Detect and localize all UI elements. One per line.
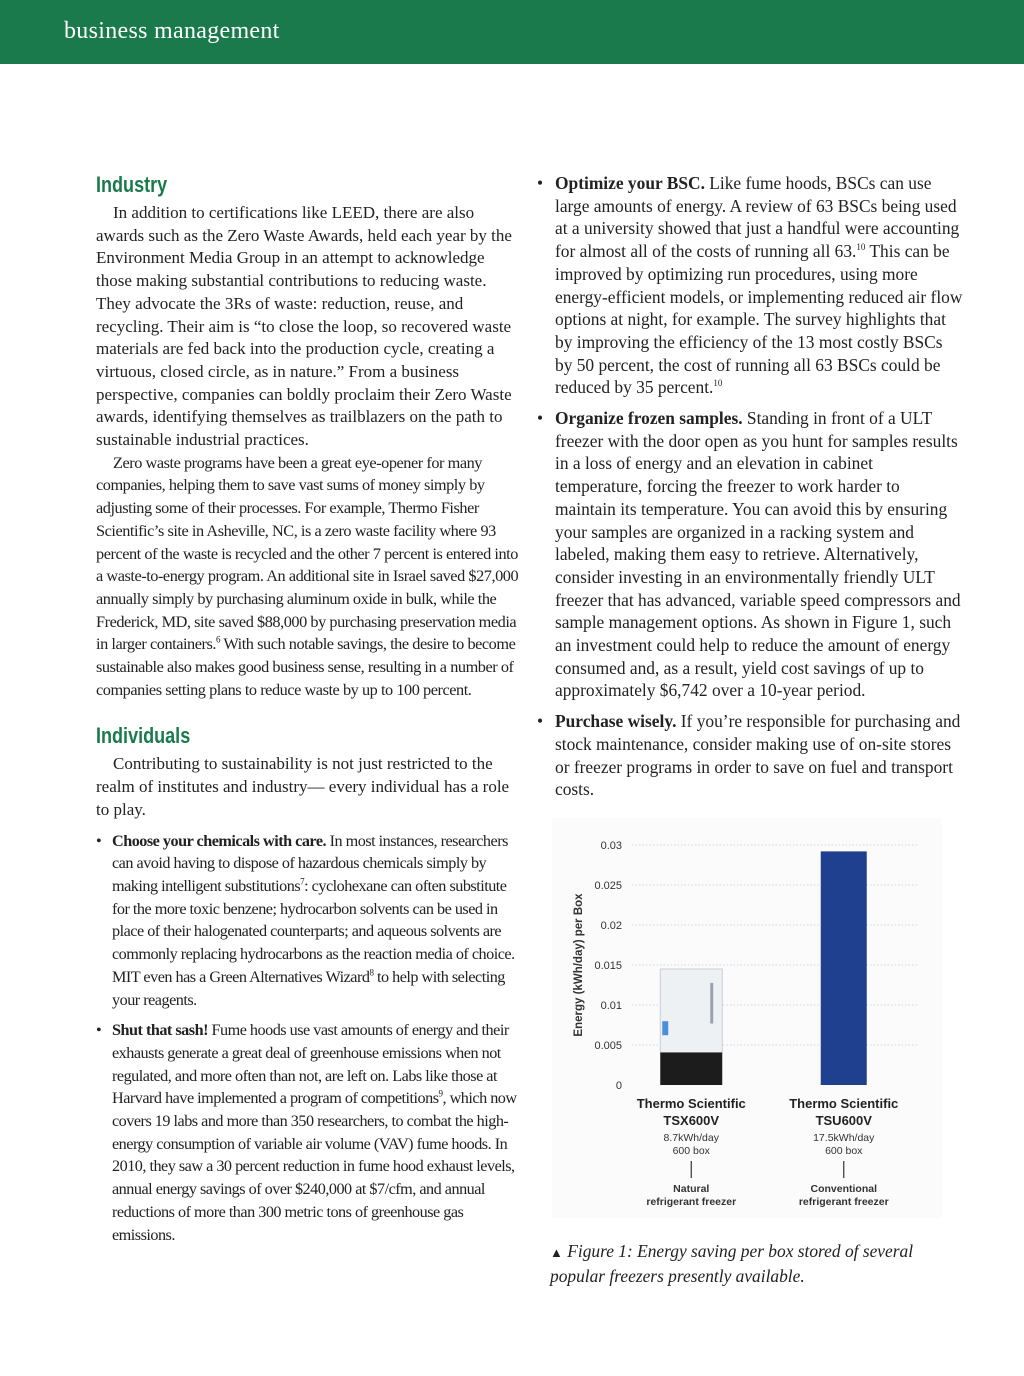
y-tick-label: 0.03 xyxy=(600,840,622,852)
category-type-label: Conventional xyxy=(810,1183,878,1195)
y-tick-label: 0.02 xyxy=(600,920,622,932)
category-model-label: TSX600V xyxy=(663,1113,720,1128)
category-box-label: 600 box xyxy=(672,1145,710,1157)
figure-caption xyxy=(550,1240,970,1287)
energy-bar-chart xyxy=(552,818,942,1218)
list-item: • Optimize your BSC. Like fume hoods, BSCs can use large amounts of energy. A review of 63 BSCs being used at a university showed that just a handful were accounting for almost all of the costs of running all 63.10 This can be improved by optimizing run procedures, using more energy-efficient models, or implementing reduced air flow options at night, for example. The survey highlights that by improving the efficiency of the 13 most costly BSCs by 50 percent, the cost of running all 63 BSCs could be reduced by 35 percent.$^{10}$ xyxy=(537,173,963,398)
category-brand-label: Thermo Scientific xyxy=(636,1096,746,1111)
list-item: • Choose your chemicals with care. In most instances, researchers can avoid having to dispose of hazardous chemicals simply by making intelligent substitutions$^7$: cyclohexane can often substitute for the more toxic benzene; hydrocarbon solvents can be used in place of their halogenated counterparts; and aqueous solvents are commonly replacing hydrocarbons as the reaction media of choice. MIT even has a Green Alternatives Wizard$^8$ to help with selecting your reagents. xyxy=(96,831,515,1009)
individuals-heading: Individuals xyxy=(96,723,191,749)
bar-tsu600v xyxy=(821,851,867,1085)
category-model-label: TSU600V xyxy=(815,1113,872,1128)
category-rate-label: 17.5kWh/day xyxy=(813,1132,875,1144)
list-item: • Organize frozen samples. Standing in front of a ULT freezer with the door open as you hunt for samples results in a loss of energy and an elevation in cabinet temperature, forcing the freezer to work harder to maintain its temperature. You can avoid this by ensuring your samples are organized in a racking system and labeled, making them easy to retrieve. Alternatively, consider investing in an environmentally friendly ULT freezer that has advanced, variable speed compressors and sample management options. As shown in Figure 1, such an investment could help to reduce the amount of energy consumed and, as a result, yield cost savings of up to approximately $6,742 over a 10-year period. xyxy=(537,408,961,701)
category-rate-label: 8.7kWh/day xyxy=(663,1132,719,1144)
caption-text: Figure 1: Energy saving per box stored of several popular freezers presently available. xyxy=(550,1241,914,1286)
left-column xyxy=(96,172,520,1254)
category-brand-label: Thermo Scientific xyxy=(789,1096,899,1111)
y-axis-label: Energy (kWh/day) per Box xyxy=(573,893,585,1037)
y-tick-label: 0.025 xyxy=(594,880,622,892)
freezer-image-base xyxy=(660,1053,722,1085)
caption-arrow-icon: ▲ xyxy=(550,1245,563,1260)
section-header-bar xyxy=(0,0,1024,64)
freezer-image-panel xyxy=(662,1021,668,1035)
category-box-label: 600 box xyxy=(825,1145,863,1157)
footnote-ref: 6 xyxy=(216,634,221,645)
category-type-label: refrigerant freezer xyxy=(798,1196,889,1208)
industry-paragraph-1: In addition to certifications like LEED, there are also awards such as the Zero Waste Awards, held each year by the Environment Media Group in an attempt to acknowledge those making substantial contributions to reducing waste. They advocate the 3Rs of waste: reduction, reuse, and recycling. Their aim is “to close the loop, so recovered waste materials are fed back into the production cycle, creating a virtuous, closed circle, as in nature.” From a business perspective, companies can boldly proclaim their Zero Waste awards, identifying themselves as trailblazers on the path to sustainable industrial practices. xyxy=(96,203,512,450)
y-tick-label: 0 xyxy=(615,1080,622,1092)
recommendations-bullet-list xyxy=(536,172,964,801)
category-type-label: Natural xyxy=(673,1183,710,1195)
individuals-bullet-list xyxy=(96,830,520,1247)
category-type-label: refrigerant freezer xyxy=(646,1196,737,1208)
chart-background xyxy=(552,818,942,1218)
industry-heading: Industry xyxy=(96,172,168,197)
list-item: • Purchase wisely. If you’re responsible for purchasing and stock maintenance, consider making use of on-site stores or freezer programs in order to save on fuel and transport costs. xyxy=(537,711,961,800)
section-title: business management xyxy=(64,18,280,44)
y-tick-label: 0.01 xyxy=(600,1000,622,1012)
freezer-image-handle xyxy=(710,983,713,1024)
right-column xyxy=(536,172,964,809)
industry-paragraph-2: Zero waste programs have been a great eye-opener for many companies, helping them to save vast sums of money simply by adjusting some of their processes. For example, Thermo Fisher Scientific’s site in Asheville, NC, is a zero waste facility where 93 percent of the waste is recycled and the other 7 percent is entered into a waste-to-energy program. An additional site in Israel saved $27,000 annually simply by purchasing aluminum oxide in bulk, while the Frederick, MD, site saved $88,000 by purchasing preservation media in larger containers.$^6$ With such notable savings, the desire to become sustainable also makes good business sense, resulting in a number of companies setting plans to reduce waste by up to 100 percent. xyxy=(96,452,519,699)
individuals-paragraph: Contributing to sustainability is not just restricted to the realm of institutes and industry— every individual has a role to play. xyxy=(96,754,510,819)
y-tick-label: 0.015 xyxy=(594,960,622,972)
y-tick-label: 0.005 xyxy=(594,1040,622,1052)
list-item: • Shut that sash! Fume hoods use vast amounts of energy and their exhausts generate a great deal of greenhouse emissions when not regulated, and more often than not, are left on. Labs like those at Harvard have implemented a program of competitions$^9$, which now covers 19 labs and more than 350 researchers, to combat the high-energy consumption of variable air volume (VAV) fume hoods. In 2010, they saw a 30 percent reduction in fume hood exhaust levels, annual energy savings of over $240,000 at $7/cfm, and annual reductions of more than 300 metric tons of greenhouse gas emissions. xyxy=(96,1021,517,1244)
